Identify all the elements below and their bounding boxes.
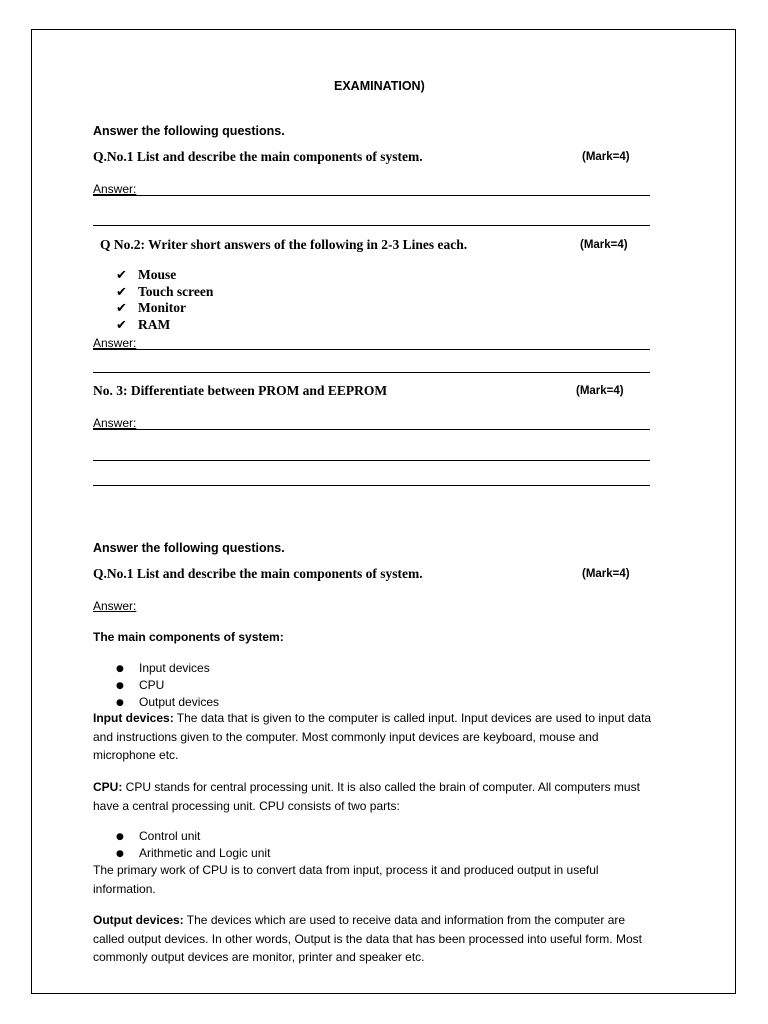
key-question-1: Q.No.1 List and describe the main components of system. [93, 566, 423, 581]
check-icon: ✔ [116, 318, 127, 333]
output-devices-text: The devices which are used to receive data and information from the computer are called output devices. In other words, Output is the data that has been processed into useful form. Most commonly output devices are monitor, printer and speaker etc. [93, 913, 642, 964]
page-title: EXAMINATION) [334, 79, 425, 93]
cpu-part-item: Control unit [139, 829, 201, 843]
check-icon: ✔ [116, 301, 127, 316]
bullet-icon: ● [116, 832, 124, 842]
checklist-item: ✔ Mouse [116, 267, 177, 283]
answer-line [93, 485, 650, 486]
checklist-item: ✔ Touch screen [116, 284, 214, 300]
answer-line [93, 349, 650, 350]
exam-question-2-mark: (Mark=4) [580, 239, 628, 251]
exam-question-3-mark: (Mark=4) [576, 385, 624, 397]
input-devices-label: Input devices: [93, 711, 174, 725]
output-devices-label: Output devices: [93, 913, 184, 927]
input-devices-paragraph [93, 709, 653, 765]
exam-instruction: Answer the following questions. [93, 124, 285, 138]
check-icon: ✔ [116, 285, 127, 300]
cpu-paragraph [93, 778, 653, 815]
bullet-icon: ● [116, 664, 124, 674]
page-border [31, 29, 736, 994]
bullet-icon: ● [116, 698, 124, 708]
input-devices-text: The data that is given to the computer is called input. Input devices are used to input data and instructions given to the computer. Most commonly input devices are keyboard, mouse and microphone etc. [93, 711, 652, 762]
component-item: Output devices [139, 695, 220, 709]
check-icon: ✔ [116, 268, 127, 283]
cpu-label: CPU: [93, 780, 123, 794]
output-devices-paragraph [93, 911, 653, 967]
answer-label: Answer: [93, 416, 137, 430]
component-item: CPU [139, 678, 165, 692]
key-answer-label: Answer: [93, 599, 137, 613]
cpu-part-item: Arithmetic and Logic unit [139, 846, 271, 860]
answer-line [93, 195, 650, 196]
answer-line [93, 429, 650, 430]
component-item: Input devices [139, 661, 210, 675]
answer-label: Answer: [93, 182, 137, 196]
cpu-text: CPU stands for central processing unit. It is also called the brain of computer. All computers must have a central processing unit. CPU consists of two parts: [93, 780, 640, 813]
exam-question-2: Q No.2: Writer short answers of the following in 2-3 Lines each. [100, 237, 468, 252]
checklist-item: ✔ Monitor [116, 300, 186, 316]
bullet-icon: ● [116, 849, 124, 859]
components-heading: The main components of system: [93, 630, 284, 644]
answer-line [93, 372, 650, 373]
answer-line [93, 225, 650, 226]
key-instruction: Answer the following questions. [93, 541, 285, 555]
key-question-1-mark: (Mark=4) [582, 568, 630, 580]
exam-question-1-mark: (Mark=4) [582, 151, 630, 163]
answer-label: Answer: [93, 336, 137, 350]
checklist-item: ✔ RAM [116, 317, 171, 333]
exam-question-3: No. 3: Differentiate between PROM and EEPROM [93, 383, 388, 398]
answer-line [93, 460, 650, 461]
bullet-icon: ● [116, 681, 124, 691]
exam-question-1: Q.No.1 List and describe the main components of system. [93, 149, 423, 164]
cpu-work-paragraph: The primary work of CPU is to convert data from input, process it and produced output in useful information. [93, 863, 599, 896]
